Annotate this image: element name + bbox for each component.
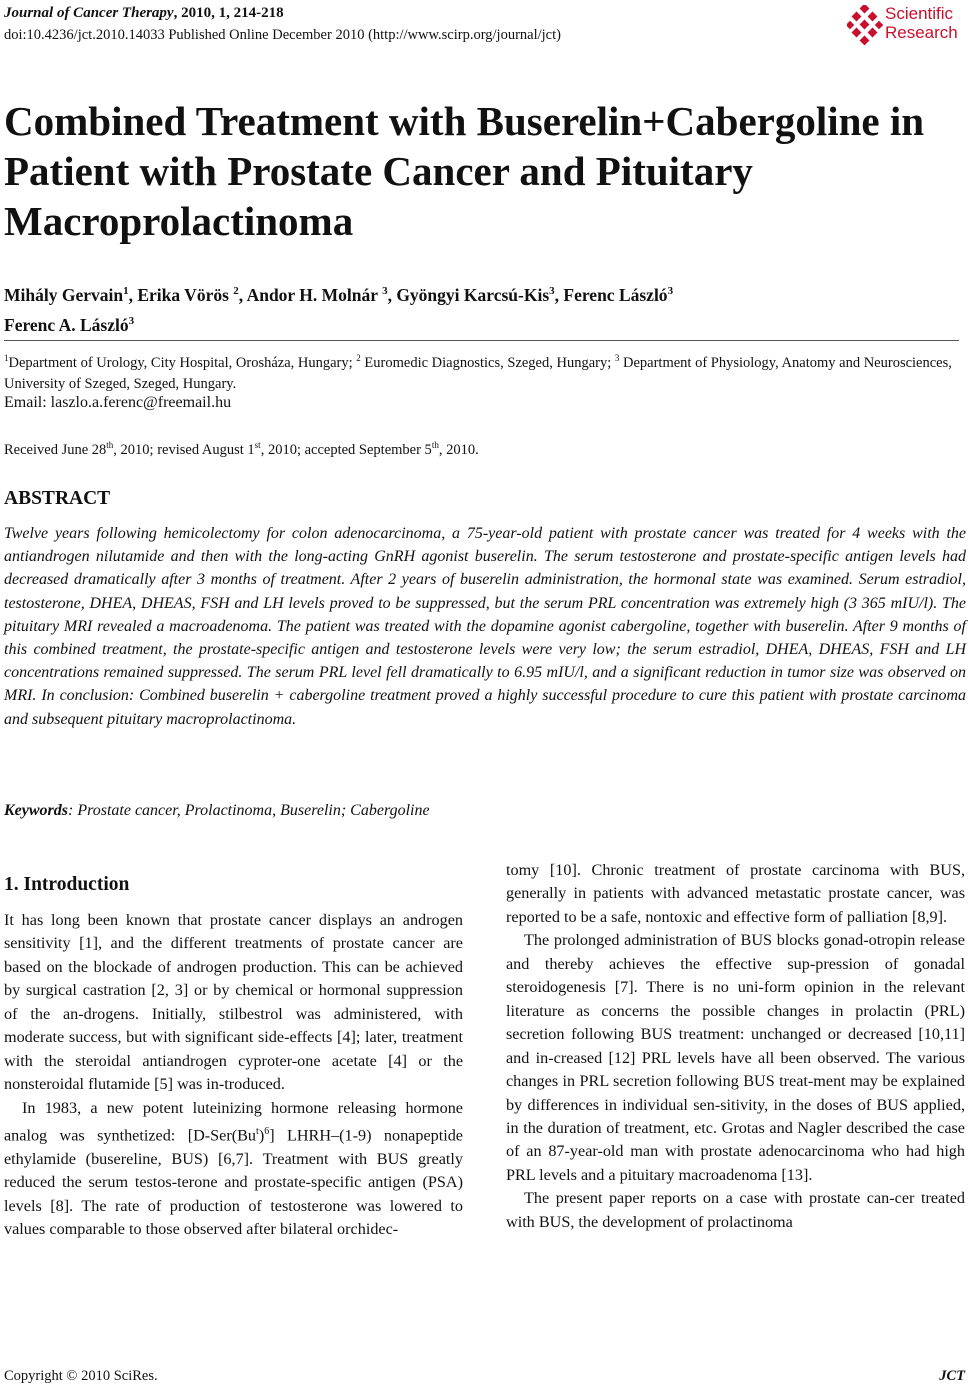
paper-title: Combined Treatment with Buserelin+Cabergoline in Patient with Prostate Cancer and Pituitary Macroprolactinoma bbox=[4, 98, 925, 244]
author-affiliation-mark: 3 bbox=[549, 285, 555, 297]
affiliation-mark: 2 bbox=[356, 353, 361, 363]
body-text: In 1983, a new potent luteinizing hormone releasing hormone analog was synthetized: [D-Ser(Bu bbox=[4, 1098, 463, 1145]
author-list bbox=[4, 278, 964, 338]
body-paragraph: The prolonged administration of BUS blocks gonad-otropin release and thereby achieves the effective sup-pression of gonadal steroidogenesis [7]. There is no uni-form opinion in the relevant literature as concerns the possible changes in prolactin (PRL) secretion following BUS treatment: unchanged or decreased [10,11] and in-creased [12] PRL levels have all been observed. The various changes in PRL secretion following BUS treat-ment may be explained by differences in individual sen-sitivity, in the doses of BUS applied, in the duration of treatment, etc. Grotas and Nagler described the case of an 87-year-old man with prostate adenocarcinoma who had high PRL levels and a pituitary macroadenoma [13]. bbox=[506, 931, 965, 1184]
publisher-logo-text bbox=[885, 4, 958, 42]
author-name: Mihály Gervain bbox=[4, 284, 124, 305]
affiliations bbox=[4, 348, 969, 395]
author-separator: , bbox=[387, 284, 397, 305]
author-name: Ferenc A. László bbox=[4, 314, 129, 335]
doi-line: doi:10.4236/jct.2010.14033 Published Online December 2010 (http://www.scirp.org/journal/jct) bbox=[4, 27, 561, 43]
affiliation-text: Euromedic Diagnostics, Szeged, Hungary; bbox=[360, 354, 615, 371]
revised-ordinal: st bbox=[254, 440, 261, 450]
author-name: Andor H. Molnár bbox=[246, 284, 383, 305]
author-separator: , bbox=[554, 284, 564, 305]
affiliation-mark: 1 bbox=[4, 353, 9, 363]
keywords bbox=[4, 800, 964, 822]
body-text: ) bbox=[258, 1126, 265, 1145]
body-column-left bbox=[4, 909, 463, 1242]
superscript: 6 bbox=[264, 1126, 270, 1138]
body-paragraph bbox=[4, 1097, 463, 1242]
body-text: ] LHRH–(1-9) nonapeptide ethylamide (busereline, BUS) [6,7]. Treatment with BUS greatly reduced the serum testos-terone and prostate-specific antigen (PSA) levels [8]. The rate of production of testosterone was lowered to values comparable to those observed after bilateral orchidec- bbox=[4, 1126, 463, 1239]
received-end: , 2010. bbox=[438, 441, 479, 458]
publisher-logo bbox=[847, 4, 967, 46]
author-affiliation-mark: 3 bbox=[667, 285, 674, 297]
body-paragraph: tomy [10]. Chronic treatment of prostate carcinoma with BUS, generally in patients with advanced metastatic prostate cancer, was reported to be a safe, nontoxic and effective form of palliation [8,9]. bbox=[506, 861, 965, 926]
body-paragraph: The present paper reports on a case with prostate can-cer treated with BUS, the development of prolactinoma bbox=[506, 1189, 965, 1231]
keywords-label: Keywords bbox=[4, 802, 68, 819]
received-ordinal: th bbox=[106, 440, 114, 450]
keywords-text: : Prostate cancer, Prolactinoma, Buserelin; Cabergoline bbox=[68, 802, 430, 819]
affiliation-text: Department of Physiology, Anatomy and Neurosciences, University of Szeged, Szeged, Hungary. bbox=[4, 354, 952, 392]
author-name: Erika Vörös bbox=[137, 284, 234, 305]
body-column-right bbox=[506, 859, 965, 1234]
journal-name: Journal of Cancer Therapy bbox=[4, 5, 174, 21]
abstract-heading: ABSTRACT bbox=[4, 488, 111, 509]
author-name: Gyöngyi Karcsú-Kis bbox=[396, 284, 550, 305]
author-separator: , bbox=[238, 284, 247, 305]
logo-line-2: Research bbox=[885, 23, 958, 42]
superscript: t bbox=[256, 1126, 259, 1138]
received-dates bbox=[4, 434, 479, 461]
author-affiliation-mark: 2 bbox=[233, 285, 239, 297]
accepted-ordinal: th bbox=[431, 440, 439, 450]
abstract-text: Twelve years following hemicolectomy for colon adenocarcinoma, a 75-year-old patient with prostate cancer was treated for 4 weeks with the antiandrogen nilutamide and then with the long-acting GnRH agonist buserelin. The serum testosterone and prostate-specific antigen levels had decreased dramatically after 3 months of treatment. After 2 years of buserelin administration, the hormonal state was examined. Serum estradiol, testosterone, DHEA, DHEAS, FSH and LH levels proved to be suppressed, but the serum PRL concentration was extremely high (3 365 mIU/l). The pituitary MRI revealed a macroadenoma. The patient was treated with the dopamine agonist cabergoline, together with buserelin. After 9 months of this combined treatment, the prostate-specific antigen and testosterone levels were very low; the serum estradiol, DHEA, DHEAS, FSH and LH concentrations remained suppressed. The serum PRL level fell dramatically to 6.95 mIU/l, and a significant reduction in tumor size was observed on MRI. In conclusion: Combined buserelin + cabergoline treatment proved a highly successful procedure to cure this patient with prostate carcinoma and subsequent pituitary macroprolactinoma. bbox=[4, 525, 966, 728]
author-affiliation-mark: 3 bbox=[382, 285, 388, 297]
accepted-text: , 2010; accepted September 5 bbox=[260, 441, 432, 458]
author-affiliation-mark: 3 bbox=[128, 314, 135, 327]
received-text: Received June 28 bbox=[4, 441, 107, 458]
logo-line-1: Scientific bbox=[885, 4, 954, 23]
author-separator: , bbox=[128, 284, 138, 305]
footer-copyright: Copyright © 2010 SciRes. bbox=[4, 1368, 158, 1384]
publisher-logo-icon bbox=[847, 5, 883, 45]
header-divider bbox=[4, 340, 959, 341]
journal-citation bbox=[4, 3, 284, 23]
footer-journal-abbrev: JCT bbox=[939, 1368, 965, 1384]
body-paragraph: It has long been known that prostate cancer displays an androgen sensitivity [1], and the different treatments of prostate cancer are based on the blockade of androgen production. This can be achieved by surgical castration [2, 3] or by chemical or hormonal suppression of the an-drogens. Initially, stilbestrol was administered, with moderate success, but with significant side-effects [4]; later, treatment with the steroidal antiandrogen cyproter-one acetate [4] or the nonsteroidal flutamide [5] was in-troduced. bbox=[4, 911, 463, 1094]
revised-text: , 2010; revised August 1 bbox=[113, 441, 255, 458]
corresponding-email: Email: laszlo.a.ferenc@freemail.hu bbox=[4, 394, 232, 411]
journal-volume: , 2010, 1, 214-218 bbox=[173, 5, 284, 21]
affiliation-mark: 3 bbox=[614, 353, 620, 363]
author-affiliation-mark: 1 bbox=[123, 285, 129, 297]
section-heading: 1. Introduction bbox=[4, 874, 130, 895]
author-name: Ferenc László bbox=[563, 284, 668, 305]
affiliation-text: Department of Urology, City Hospital, Orosháza, Hungary; bbox=[8, 354, 357, 371]
